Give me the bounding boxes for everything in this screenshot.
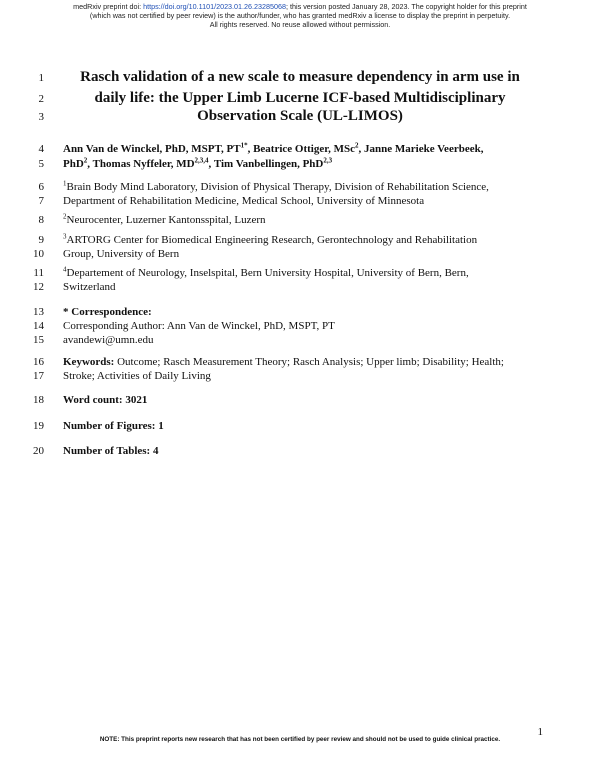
line-number: 4	[38, 143, 44, 155]
author-2-sup: 2	[355, 141, 359, 150]
line-number: 13	[33, 306, 44, 318]
aff-3-text: ARTORG Center for Biomedical Engineering Research, Gerontechnology and Rehabilitation	[66, 234, 478, 246]
author-5: , Tim Vanbellingen, PhD	[208, 158, 324, 170]
author-1-sup: 1*	[240, 141, 248, 150]
author-5-sup: 2,3	[323, 156, 333, 165]
header-prefix: medRxiv preprint doi:	[73, 2, 144, 11]
author-1: Ann Van de Winckel, PhD, MSPT, PT	[63, 143, 241, 155]
paper-title-line-2: daily life: the Upper Limb Lucerne ICF-based Multidisciplinary	[94, 90, 506, 106]
aff-3-sup: 3	[63, 232, 67, 241]
author-3-sup: 2	[83, 156, 88, 165]
word-count: Word count: 3021	[63, 394, 148, 406]
author-3-degree: PhD	[63, 158, 84, 170]
preprint-header-line-3: All rights reserved. No reuse allowed without permission.	[209, 20, 391, 29]
line-number: 8	[38, 214, 44, 226]
line-number: 6	[38, 181, 44, 193]
affiliation-4-cont: Switzerland	[63, 281, 116, 293]
author-list-line-1	[63, 142, 540, 156]
line-number: 14	[33, 320, 44, 332]
figure-count: Number of Figures: 1	[63, 420, 164, 432]
line-number: 3	[38, 111, 44, 123]
author-4: , Thomas Nyffeler, MD	[87, 158, 195, 170]
preprint-header-line-1	[0, 2, 600, 11]
affiliation-3	[63, 233, 540, 247]
correspondence-email[interactable]: avandewi@umn.edu	[63, 334, 154, 346]
aff-4-text: Departement of Neurology, Inselspital, Bern University Hospital, University of Bern, Bern,	[66, 267, 469, 279]
line-number: 5	[38, 158, 44, 170]
keywords-line-1	[63, 355, 540, 369]
affiliation-3-cont: Group, University of Bern	[63, 248, 180, 260]
aff-2-sup: 2	[63, 212, 67, 221]
author-2: , Beatrice Ottiger, MSc	[247, 143, 355, 155]
header-suffix: ; this version posted January 28, 2023. The copyright holder for this preprint	[286, 2, 527, 11]
preprint-footer-note: NOTE: This preprint reports new research that has not been certified by peer review and should not be used to guide clinical practice.	[99, 736, 501, 743]
keywords-line-2: Stroke; Activities of Daily Living	[63, 370, 211, 382]
line-number: 2	[38, 93, 44, 105]
page-number: 1	[537, 726, 543, 738]
correspondence-heading: * Correspondence:	[63, 306, 152, 318]
doi-link[interactable]: https://doi.org/10.1101/2023.01.26.23285068	[143, 2, 287, 11]
line-number: 12	[33, 281, 44, 293]
line-number: 1	[38, 72, 44, 84]
aff-1-sup: 1	[63, 179, 67, 188]
line-number: 17	[33, 370, 44, 382]
line-number: 19	[33, 420, 44, 432]
line-number: 20	[33, 445, 44, 457]
author-list-line-2	[63, 157, 540, 171]
line-number: 16	[33, 356, 44, 368]
paper-title-line-3: Observation Scale (UL-LIMOS)	[197, 108, 403, 124]
line-number: 10	[33, 248, 44, 260]
author-4-sup: 2,3,4	[194, 156, 209, 165]
paper-title-line-1: Rasch validation of a new scale to measure dependency in arm use in	[80, 69, 520, 85]
affiliation-4	[63, 266, 540, 280]
keywords-label: Keywords:	[63, 356, 115, 368]
table-count: Number of Tables: 4	[63, 445, 159, 457]
affiliation-2	[63, 213, 540, 227]
line-number: 18	[33, 394, 44, 406]
line-number: 9	[38, 234, 44, 246]
preprint-header-line-2: (which was not certified by peer review) is the author/funder, who has granted medRxiv a license to display the preprint in perpetuity.	[89, 11, 511, 20]
aff-2-text: Neurocenter, Luzerner Kantonsspital, Luzern	[66, 214, 266, 226]
line-number: 11	[33, 267, 44, 279]
aff-1-text: Brain Body Mind Laboratory, Division of Physical Therapy, Division of Rehabilitation Science,	[66, 181, 489, 193]
affiliation-1	[63, 180, 540, 194]
keywords-text: Outcome; Rasch Measurement Theory; Rasch Analysis; Upper limb; Disability; Health;	[114, 356, 504, 368]
aff-4-sup: 4	[63, 265, 67, 274]
line-number: 15	[33, 334, 44, 346]
affiliation-1-cont: Department of Rehabilitation Medicine, Medical School, University of Minnesota	[63, 195, 425, 207]
corresponding-author: Corresponding Author: Ann Van de Winckel, PhD, MSPT, PT	[63, 320, 335, 332]
author-3: , Janne Marieke Veerbeek,	[358, 143, 484, 155]
line-number: 7	[38, 195, 44, 207]
